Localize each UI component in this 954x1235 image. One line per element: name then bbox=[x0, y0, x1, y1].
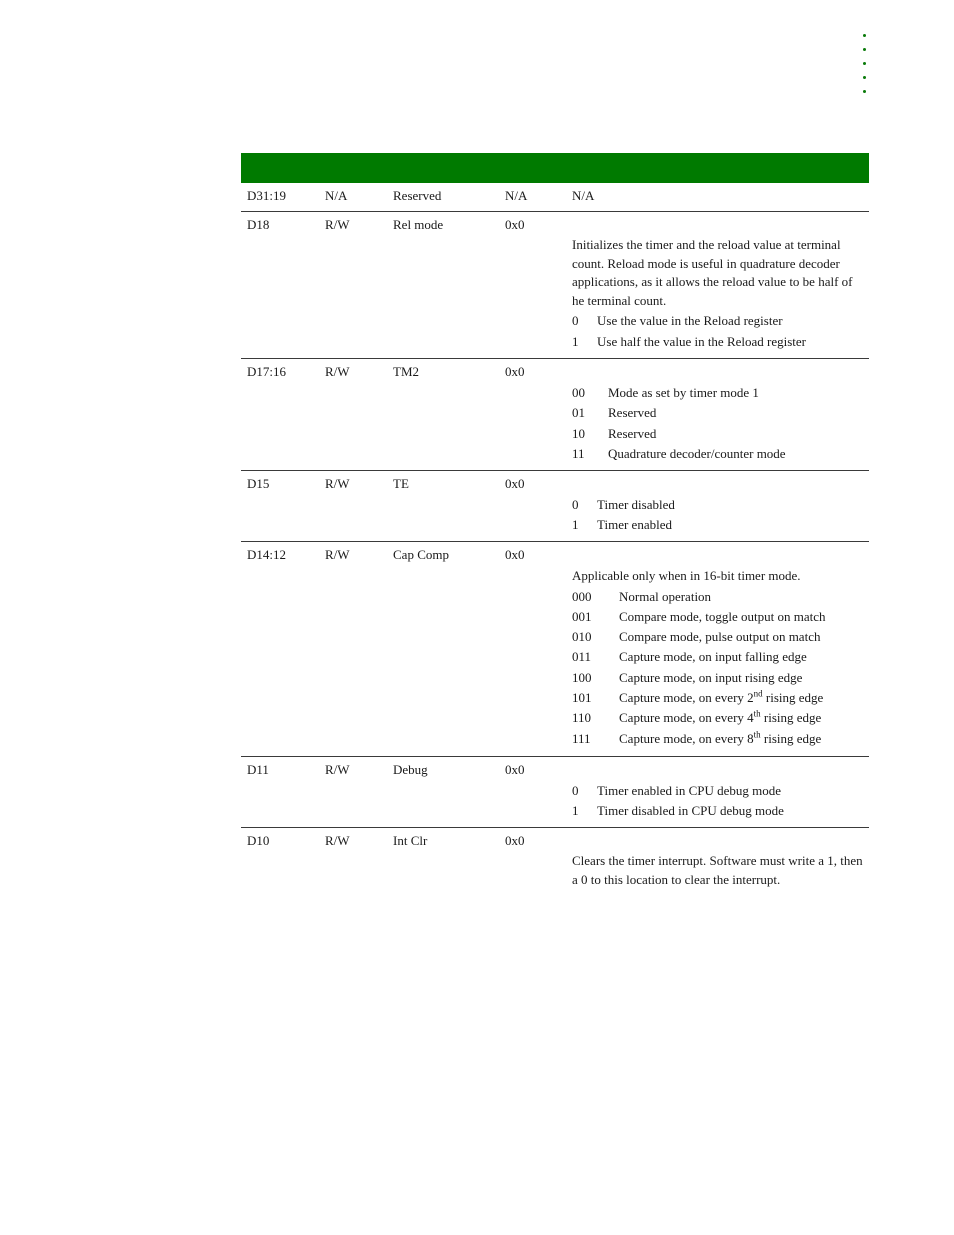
value-text bbox=[619, 690, 823, 706]
list-item bbox=[572, 313, 864, 333]
value-text: Timer disabled bbox=[597, 497, 675, 512]
list-item bbox=[572, 803, 864, 823]
value-text: Use the value in the Reload register bbox=[597, 313, 783, 329]
mnemonic-cell: Rel mode bbox=[393, 217, 444, 232]
bits-cell: D17:16 bbox=[247, 364, 286, 379]
value-code: 100 bbox=[572, 669, 592, 685]
reset-cell: 0x0 bbox=[505, 217, 525, 232]
list-item bbox=[572, 710, 864, 730]
list-item bbox=[572, 783, 864, 803]
access-cell: N/A bbox=[325, 188, 348, 203]
list-item bbox=[572, 426, 864, 446]
access-cell: R/W bbox=[325, 547, 350, 562]
description-text: Applicable only when in 16-bit timer mode. bbox=[572, 568, 801, 583]
value-text bbox=[619, 710, 821, 726]
list-item bbox=[572, 731, 864, 751]
value-code: 0 bbox=[572, 783, 579, 798]
bits-cell: D18 bbox=[247, 217, 270, 232]
value-text: Mode as set by timer mode 1 bbox=[608, 385, 759, 400]
list-item bbox=[572, 497, 864, 517]
list-item bbox=[572, 405, 864, 425]
table-row bbox=[241, 471, 869, 542]
margin-dot bbox=[863, 48, 866, 51]
access-cell: R/W bbox=[325, 476, 350, 491]
value-text: Quadrature decoder/counter mode bbox=[608, 445, 786, 461]
value-code: 111 bbox=[572, 730, 591, 746]
value-text: Capture mode, on input falling edge bbox=[619, 649, 807, 665]
value-text-main: Capture mode, on every 4 bbox=[619, 710, 754, 726]
value-text-tail: rising edge bbox=[760, 710, 822, 726]
value-code: 01 bbox=[572, 405, 585, 421]
access-cell: R/W bbox=[325, 762, 350, 777]
ordinal-suffix: th bbox=[753, 729, 761, 740]
description-cell bbox=[572, 236, 864, 354]
description-cell bbox=[572, 497, 864, 538]
margin-dots bbox=[863, 34, 869, 104]
mnemonic-cell: Cap Comp bbox=[393, 547, 449, 562]
value-text-main: Capture mode, on every 8 bbox=[619, 730, 754, 746]
description-text: Clears the timer interrupt. Software must write a 1, then a 0 to this location to clear the interrupt. bbox=[572, 853, 863, 887]
mnemonic-cell: Debug bbox=[393, 762, 428, 777]
description-cell: N/A bbox=[572, 188, 595, 203]
reset-cell: 0x0 bbox=[505, 833, 525, 848]
access-cell: R/W bbox=[325, 833, 350, 848]
value-text: Reserved bbox=[608, 405, 657, 421]
value-text: Compare mode, toggle output on match bbox=[619, 608, 826, 624]
value-code: 00 bbox=[572, 385, 585, 400]
list-item bbox=[572, 609, 864, 629]
value-text: Timer enabled in CPU debug mode bbox=[597, 783, 782, 798]
reset-cell: 0x0 bbox=[505, 547, 525, 562]
value-code: 1 bbox=[572, 803, 579, 819]
value-code: 10 bbox=[572, 425, 585, 441]
value-code: 101 bbox=[572, 690, 592, 706]
value-code: 0 bbox=[572, 497, 579, 512]
value-text-main: Capture mode, on every 2 bbox=[619, 690, 754, 706]
value-text-tail: rising edge bbox=[760, 730, 822, 746]
value-text: Timer disabled in CPU debug mode bbox=[597, 803, 784, 819]
value-text: Reserved bbox=[608, 425, 657, 441]
value-code: 11 bbox=[572, 445, 585, 461]
mnemonic-cell: TE bbox=[393, 476, 409, 491]
access-cell: R/W bbox=[325, 364, 350, 379]
list-item bbox=[572, 334, 864, 354]
table-row bbox=[241, 542, 869, 757]
bits-cell: D14:12 bbox=[247, 547, 286, 562]
reset-cell: 0x0 bbox=[505, 762, 525, 777]
value-code: 000 bbox=[572, 588, 592, 604]
value-code: 001 bbox=[572, 608, 592, 624]
table-header-bar bbox=[241, 153, 869, 183]
value-text: Compare mode, pulse output on match bbox=[619, 629, 821, 645]
ordinal-suffix: th bbox=[753, 709, 761, 720]
margin-dot bbox=[863, 34, 866, 37]
value-code: 110 bbox=[572, 710, 592, 726]
bits-cell: D15 bbox=[247, 476, 270, 491]
value-text: Timer enabled bbox=[597, 517, 672, 533]
bits-cell: D10 bbox=[247, 833, 270, 848]
value-code: 1 bbox=[572, 333, 579, 349]
bits-cell: D31:19 bbox=[247, 188, 286, 203]
value-text: Normal operation bbox=[619, 588, 712, 604]
value-text bbox=[619, 731, 821, 747]
list-item bbox=[572, 517, 864, 537]
value-text: Use half the value in the Reload register bbox=[597, 333, 807, 349]
list-item bbox=[572, 589, 864, 609]
ordinal-suffix: nd bbox=[753, 688, 763, 699]
list-item bbox=[572, 670, 864, 690]
margin-dot bbox=[863, 76, 866, 79]
table-row bbox=[241, 757, 869, 828]
reset-cell: 0x0 bbox=[505, 476, 525, 491]
bits-cell: D11 bbox=[247, 762, 269, 777]
value-code: 0 bbox=[572, 313, 579, 329]
margin-dot bbox=[863, 90, 866, 93]
value-text-tail: rising edge bbox=[762, 690, 824, 706]
list-item bbox=[572, 385, 864, 405]
reset-cell: 0x0 bbox=[505, 364, 525, 379]
table-row bbox=[241, 828, 869, 898]
description-cell bbox=[572, 783, 864, 824]
value-code: 1 bbox=[572, 517, 579, 533]
mnemonic-cell: TM2 bbox=[393, 364, 419, 379]
table-row bbox=[241, 183, 869, 212]
mnemonic-cell: Int Clr bbox=[393, 833, 428, 848]
description-cell bbox=[572, 385, 864, 466]
access-cell: R/W bbox=[325, 217, 350, 232]
list-item bbox=[572, 629, 864, 649]
register-table bbox=[241, 153, 869, 898]
description-cell bbox=[572, 852, 864, 892]
description-text: Initializes the timer and the reload value at terminal count. Reload mode is useful in quadrature decoder applications, as it allows the reload value to be half of he terminal count. bbox=[572, 237, 853, 308]
value-code: 011 bbox=[572, 649, 592, 665]
list-item bbox=[572, 690, 864, 710]
value-code: 010 bbox=[572, 629, 592, 645]
margin-dot bbox=[863, 62, 866, 65]
table-row bbox=[241, 212, 869, 359]
description-cell bbox=[572, 567, 864, 751]
mnemonic-cell: Reserved bbox=[393, 188, 442, 203]
table-row bbox=[241, 359, 869, 471]
value-text: Capture mode, on input rising edge bbox=[619, 669, 803, 685]
reset-cell: N/A bbox=[505, 188, 528, 203]
list-item bbox=[572, 649, 864, 669]
list-item bbox=[572, 446, 864, 466]
